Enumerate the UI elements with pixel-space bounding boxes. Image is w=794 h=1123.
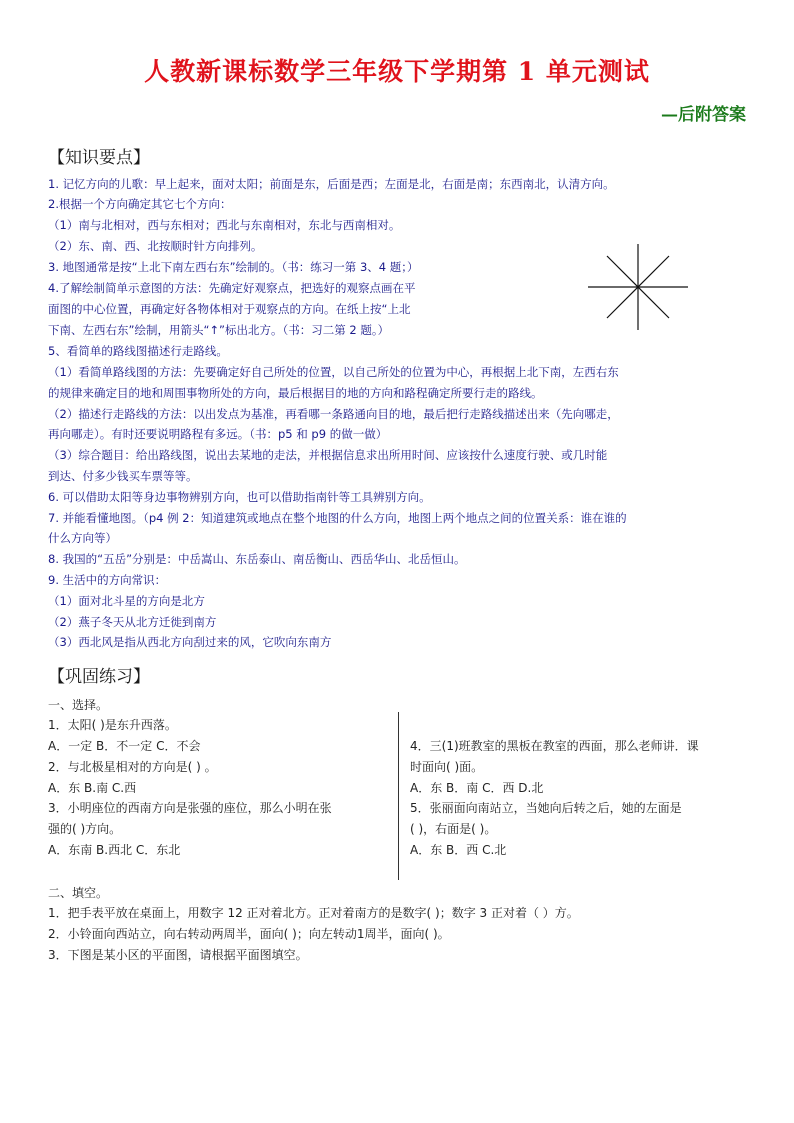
knowledge-line: （1）南与北相对，西与东相对；西北与东南相对，东北与西南相对。 xyxy=(48,218,401,232)
choice-right-line: A．东 B．西 C.北 xyxy=(410,843,507,857)
knowledge-line: 再向哪走）。有时还要说明路程有多远。（书：p5 和 p9 的做一做） xyxy=(48,427,388,441)
knowledge-line: 1. 记忆方向的儿歌：早上起来，面对太阳；前面是东，后面是西；左面是北，右面是南；东西南北，认清方向。 xyxy=(48,177,615,191)
choice-left-line: A．一定 B．不一定 C．不会 xyxy=(48,739,201,753)
knowledge-heading: 【知识要点】 xyxy=(48,148,150,168)
doc-subtitle: —后附答案 xyxy=(661,105,746,125)
choice-section-title: 一、选择。 xyxy=(48,698,109,712)
knowledge-line: 6. 可以借助太阳等身边事物辨别方向，也可以借助指南针等工具辨别方向。 xyxy=(48,490,431,504)
choice-left-line: 3．小明座位的西南方向是张强的座位，那么小明在张 xyxy=(48,801,332,815)
choice-left-line: 2．与北极星相对的方向是( ) 。 xyxy=(48,760,217,774)
column-divider xyxy=(398,712,399,880)
knowledge-line: 8. 我国的“五岳”分别是：中岳嵩山、东岳泰山、南岳衡山、西岳华山、北岳恒山。 xyxy=(48,552,466,566)
knowledge-line: （2）描述行走路线的方法：以出发点为基准，再看哪一条路通向目的地，最后把行走路线描述出来（先向哪走， xyxy=(48,407,619,421)
choice-right-line: 时面向( )面。 xyxy=(410,760,484,774)
eight-direction-star-icon xyxy=(588,244,688,330)
knowledge-line: 到达、付多少钱买车票等等。 xyxy=(48,469,198,483)
fill-line: 2．小铃面向西站立，向右转动两周半，面向( )；向左转动1周半，面向( )。 xyxy=(48,927,450,941)
fill-section-title: 二、填空。 xyxy=(48,886,109,900)
choice-right-line: A．东 B．南 C．西 D.北 xyxy=(410,781,544,795)
choice-right-line: 5．张丽面向南站立，当她向后转之后，她的左面是 xyxy=(410,801,682,815)
knowledge-line: 4.了解绘制简单示意图的方法：先确定好观察点，把选好的观察点画在平 xyxy=(48,281,416,295)
knowledge-line: 的规律来确定目的地和周围事物所处的方向，最后根据目的地的方向和路程确定所要行走的路线。 xyxy=(48,386,543,400)
practice-heading: 【巩固练习】 xyxy=(48,667,150,687)
fill-line: 3．下图是某小区的平面图，请根据平面图填空。 xyxy=(48,948,308,962)
knowledge-line: 下南、左西右东”绘制，用箭头“↑”标出北方。（书：习二第 2 题。） xyxy=(48,323,390,337)
choice-left-line: A．东南 B.西北 C．东北 xyxy=(48,843,181,857)
choice-left-line: 1．太阳( )是东升西落。 xyxy=(48,718,177,732)
knowledge-line: 9. 生活中的方向常识： xyxy=(48,573,167,587)
knowledge-line: （2）东、南、西、北按顺时针方向排列。 xyxy=(48,239,263,253)
knowledge-line: （2）燕子冬天从北方迁徙到南方 xyxy=(48,615,217,629)
fill-line: 1．把手表平放在桌面上，用数字 12 正对着北方。正对着南方的是数字( )；数字 3 正对着（ ）方。 xyxy=(48,906,579,920)
choice-left-line: 强的( )方向。 xyxy=(48,822,122,836)
knowledge-line: 2.根据一个方向确定其它七个方向： xyxy=(48,197,232,211)
choice-right-line: 4．三(1)班教室的黑板在教室的西面，那么老师讲．课 xyxy=(410,739,699,753)
knowledge-line: 3. 地图通常是按“上北下南左西右东”绘制的。（书：练习一第 3、4 题；） xyxy=(48,260,419,274)
knowledge-line: 什么方向等） xyxy=(48,531,117,545)
knowledge-line: （3）综合题目：给出路线图，说出去某地的走法，并根据信息求出所用时间、应该按什么速度行驶、或几时能 xyxy=(48,448,608,462)
doc-title: 人教新课标数学三年级下学期第 1 单元测试 xyxy=(144,57,650,86)
choice-left-line: A．东 B.南 C.西 xyxy=(48,781,137,795)
knowledge-line: 面图的中心位置，再确定好各物体相对于观察点的方向。在纸上按“上北 xyxy=(48,302,411,316)
knowledge-line: （1）看简单路线图的方法：先要确定好自己所处的位置，以自己所处的位置为中心，再根据上北下南，左西右东 xyxy=(48,365,619,379)
knowledge-line: 5、看简单的路线图描述行走路线。 xyxy=(48,344,228,358)
knowledge-line: 7. 并能看懂地图。（p4 例 2：知道建筑或地点在整个地图的什么方向，地图上两个地点之间的位置关系：谁在谁的 xyxy=(48,511,627,525)
knowledge-line: （3）西北风是指从西北方向刮过来的风，它吹向东南方 xyxy=(48,635,332,649)
knowledge-line: （1）面对北斗星的方向是北方 xyxy=(48,594,205,608)
choice-right-line: ( )，右面是( )。 xyxy=(410,822,497,836)
